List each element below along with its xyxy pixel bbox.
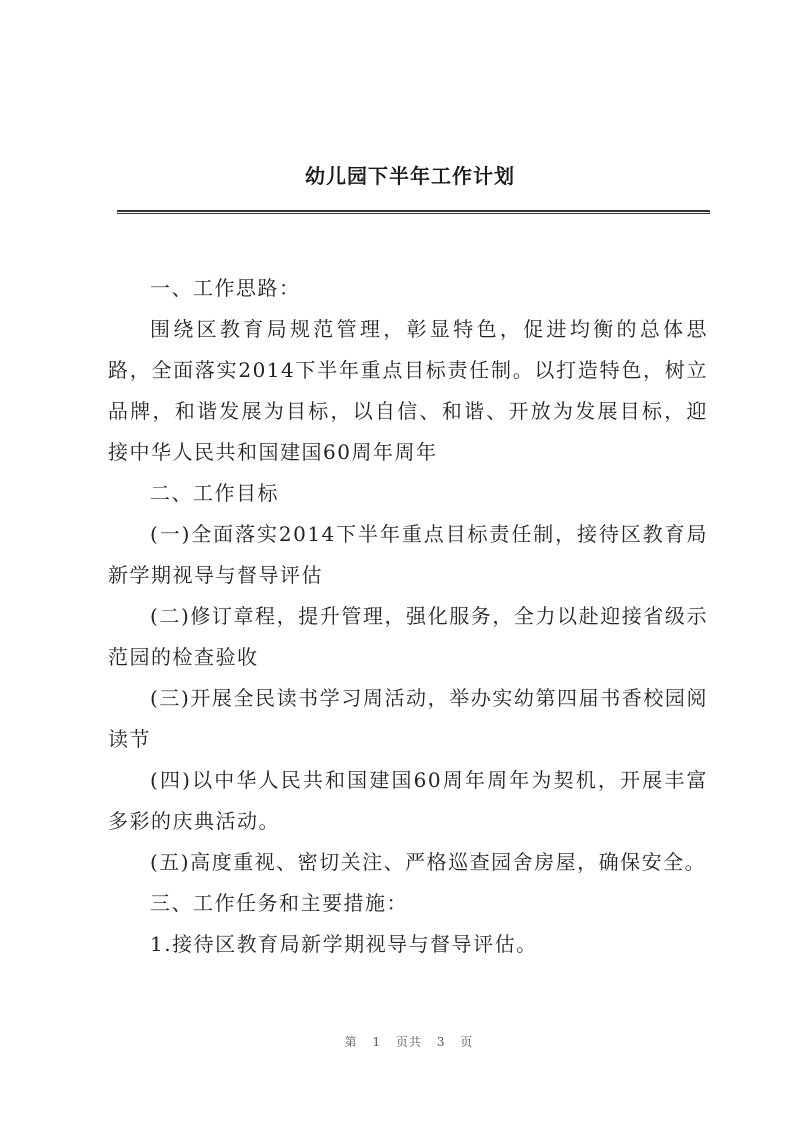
section-heading-2: 二、工作目标 [150, 481, 279, 505]
title-divider [117, 210, 710, 214]
section-heading-1: 一、工作思路： [150, 276, 301, 300]
goal-item-3: (三)开展全民读书学习周活动，举办实幼第四届书香校园阅读节 [108, 686, 708, 751]
footer-prefix: 第 [344, 1035, 358, 1049]
footer-current-page: 1 [372, 1035, 382, 1049]
task-item-1: 1.接待区教育局新学期视导与督导评估。 [150, 932, 538, 956]
goal-item-2: (二)修订章程，提升管理，强化服务，全力以赴迎接省级示范园的检查验收 [108, 604, 708, 669]
document-title: 幼儿园下半年工作计划 [305, 164, 515, 188]
goal-item-5: (五)高度重视、密切关注、严格巡查园舍房屋，确保安全。 [150, 850, 707, 874]
footer-total-pages: 3 [436, 1035, 446, 1049]
page-footer [0, 1033, 800, 1050]
section-heading-3: 三、工作任务和主要措施： [150, 891, 408, 915]
paragraph-work-approach: 围绕区教育局规范管理，彰显特色，促进均衡的总体思路，全面落实2014下半年重点目标责任制。以打造特色，树立品牌，和谐发展为目标，以自信、和谐、开放为发展目标，迎接中华人民共和国建国60周年周年 [108, 317, 708, 464]
footer-middle: 页共 [395, 1035, 422, 1049]
goal-item-1: (一)全面落实2014下半年重点目标责任制，接待区教育局新学期视导与督导评估 [108, 522, 708, 587]
document-body [108, 268, 708, 965]
footer-suffix: 页 [460, 1035, 474, 1049]
goal-item-4: (四)以中华人民共和国建国60周年周年为契机，开展丰富多彩的庆典活动。 [108, 768, 708, 833]
